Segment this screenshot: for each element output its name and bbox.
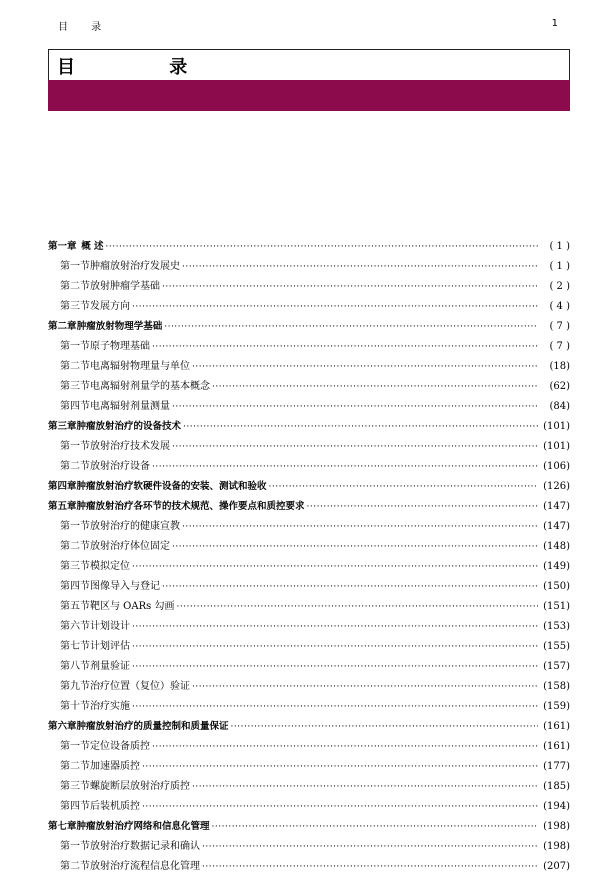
toc-entry-number: 第五章 <box>48 501 77 512</box>
toc-entry-number: 第六章 <box>48 721 77 732</box>
toc-dot-leader <box>202 840 538 854</box>
toc-dot-leader <box>182 520 538 534</box>
toc-section-entry[interactable] <box>48 400 570 420</box>
toc-entry-page: (155) <box>543 641 570 652</box>
toc-entry-title: 概 述 <box>81 241 104 252</box>
toc-entry-number: 第四章 <box>48 481 77 492</box>
toc-entry-page: (198) <box>543 841 570 852</box>
toc-entry-page: (157) <box>543 661 570 672</box>
toc-chapter-entry[interactable] <box>48 480 570 500</box>
toc-entry-number: 第五节 <box>60 601 90 612</box>
toc-dot-leader <box>231 720 538 734</box>
toc-dot-leader <box>192 360 538 374</box>
toc-entry-number: 第一节 <box>60 261 90 272</box>
toc-entry-title: 计划设计 <box>90 621 130 632</box>
toc-entry-page: (161) <box>543 741 570 752</box>
toc-entry-page: ( 1 ) <box>549 261 570 272</box>
toc-entry-title: 治疗实施 <box>90 701 130 712</box>
toc-section-entry[interactable] <box>48 520 570 540</box>
toc-entry-title: 电离辐射剂量学的基本概念 <box>90 381 210 392</box>
toc-entry-number: 第一节 <box>60 521 90 532</box>
toc-entry-number: 第二节 <box>60 541 90 552</box>
toc-section-entry[interactable] <box>48 800 570 820</box>
toc-section-entry[interactable] <box>48 840 570 860</box>
toc-dot-leader <box>132 300 538 314</box>
toc-dot-leader <box>162 280 538 294</box>
toc-chapter-entry[interactable] <box>48 320 570 340</box>
toc-section-entry[interactable] <box>48 760 570 780</box>
toc-entry-number: 第一节 <box>60 841 90 852</box>
toc-section-entry[interactable] <box>48 280 570 300</box>
toc-dot-leader <box>307 500 538 514</box>
toc-entry-page: (194) <box>543 801 570 812</box>
toc-entry-number: 第二节 <box>60 861 90 872</box>
toc-entry-page: (101) <box>543 421 570 432</box>
toc-section-entry[interactable] <box>48 620 570 640</box>
toc-dot-leader <box>192 780 538 794</box>
toc-entry-title: 电离辐射剂量测量 <box>90 401 170 412</box>
toc-entry-page: ( 2 ) <box>549 281 570 292</box>
toc-section-entry[interactable] <box>48 600 570 620</box>
toc-entry-page: (207) <box>543 861 570 872</box>
page-number: 1 <box>551 18 558 29</box>
toc-section-entry[interactable] <box>48 340 570 360</box>
toc-section-entry[interactable] <box>48 300 570 320</box>
toc-entry-page: (147) <box>543 521 570 532</box>
toc-entry-title: 螺旋断层放射治疗质控 <box>90 781 190 792</box>
toc-entry-title: 模拟定位 <box>90 561 130 572</box>
toc-entry-title: 后装机质控 <box>90 801 140 812</box>
toc-dot-leader <box>152 340 538 354</box>
toc-dot-leader <box>162 580 538 594</box>
toc-entry-page: ( 1 ) <box>549 241 570 252</box>
title-color-bar <box>48 80 570 111</box>
toc-dot-leader <box>269 480 538 494</box>
toc-chapter-entry[interactable] <box>48 240 570 260</box>
toc-entry-number: 第九节 <box>60 681 90 692</box>
toc-dot-leader <box>192 680 538 694</box>
toc-entry-number: 第二节 <box>60 361 90 372</box>
toc-dot-leader <box>172 440 538 454</box>
toc-entry-title: 放射治疗数据记录和确认 <box>90 841 200 852</box>
toc-entry-title: 放射治疗体位固定 <box>90 541 170 552</box>
toc-entry-page: (185) <box>543 781 570 792</box>
toc-entry-title: 电离辐射物理量与单位 <box>90 361 190 372</box>
toc-entry-title: 原子物理基础 <box>90 341 150 352</box>
toc-chapter-entry[interactable] <box>48 500 570 520</box>
toc-dot-leader <box>106 240 538 254</box>
toc-entry-page: (159) <box>543 701 570 712</box>
toc-entry-page: (151) <box>543 601 570 612</box>
toc-entry-title: 肿瘤放射治疗网络和信息化管理 <box>76 821 210 832</box>
toc-section-entry[interactable] <box>48 700 570 720</box>
toc-entry-number: 第一节 <box>60 341 90 352</box>
toc-entry-page: (62) <box>549 381 570 392</box>
toc-entry-number: 第一节 <box>60 741 90 752</box>
toc-entry-number: 第一章 <box>48 241 77 252</box>
toc-entry-number: 第四节 <box>60 401 90 412</box>
toc-dot-leader <box>212 380 538 394</box>
toc-entry-title: 靶区与 OARs 勾画 <box>90 601 175 612</box>
toc-entry-number: 第四节 <box>60 581 90 592</box>
toc-section-entry[interactable] <box>48 440 570 460</box>
toc-entry-page: (106) <box>543 461 570 472</box>
toc-entry-number: 第四节 <box>60 801 90 812</box>
toc-entry-number: 第二节 <box>60 761 90 772</box>
toc-entry-title: 放射治疗流程信息化管理 <box>90 861 200 872</box>
toc-entry-page: (158) <box>543 681 570 692</box>
toc-entry-number: 第七章 <box>48 821 77 832</box>
toc-dot-leader <box>132 560 538 574</box>
toc-section-entry[interactable] <box>48 860 570 880</box>
running-header <box>48 16 570 32</box>
toc-entry-number: 第一节 <box>60 441 90 452</box>
toc-entry-title: 肿瘤放射物理学基础 <box>76 321 163 332</box>
toc-section-entry[interactable] <box>48 580 570 600</box>
toc-entry-title: 放射肿瘤学基础 <box>90 281 160 292</box>
toc-entry-title: 肿瘤放射治疗各环节的技术规范、操作要点和质控要求 <box>76 501 305 512</box>
toc-entry-number: 第三节 <box>60 381 90 392</box>
toc-dot-leader <box>164 320 538 334</box>
toc-entry-page: ( 4 ) <box>549 301 570 312</box>
toc-entry-title: 发展方向 <box>90 301 130 312</box>
toc-dot-leader <box>212 820 538 834</box>
toc-dot-leader <box>132 700 538 714</box>
toc-entry-title: 放射治疗的健康宣教 <box>90 521 180 532</box>
toc-dot-leader <box>172 400 538 414</box>
toc-entry-page: (18) <box>549 361 570 372</box>
toc-entry-number: 第二节 <box>60 461 90 472</box>
toc-entry-title: 计划评估 <box>90 641 130 652</box>
toc-entry-number: 第七节 <box>60 641 90 652</box>
toc-entry-number: 第三节 <box>60 301 90 312</box>
toc-section-entry[interactable] <box>48 740 570 760</box>
toc-entry-number: 第三章 <box>48 421 77 432</box>
title-box <box>48 49 570 81</box>
toc-dot-leader <box>132 640 538 654</box>
toc-chapter-entry[interactable] <box>48 720 570 740</box>
toc-entry-title: 加速器质控 <box>90 761 140 772</box>
toc-entry-number: 第二章 <box>48 321 77 332</box>
toc-entry-page: (126) <box>543 481 570 492</box>
toc-entry-page: (149) <box>543 561 570 572</box>
toc-entry-page: (101) <box>543 441 570 452</box>
toc-dot-leader <box>183 420 538 434</box>
toc-entry-title: 图像导入与登记 <box>90 581 160 592</box>
toc-entry-title: 放射治疗技术发展 <box>90 441 170 452</box>
toc-section-entry[interactable] <box>48 540 570 560</box>
toc-entry-number: 第十节 <box>60 701 90 712</box>
toc-section-entry[interactable] <box>48 260 570 280</box>
toc-section-entry[interactable] <box>48 380 570 400</box>
toc-dot-leader <box>132 660 538 674</box>
toc-entry-page: (84) <box>549 401 570 412</box>
toc-entry-page: (161) <box>543 721 570 732</box>
toc-dot-leader <box>152 740 538 754</box>
toc-entry-number: 第六节 <box>60 621 90 632</box>
toc-dot-leader <box>152 460 538 474</box>
toc-entry-page: (148) <box>543 541 570 552</box>
toc-entry-title: 肿瘤放射治疗的质量控制和质量保证 <box>76 721 229 732</box>
toc-entry-title: 定位设备质控 <box>90 741 150 752</box>
toc-entry-page: ( 7 ) <box>549 341 570 352</box>
toc-entry-page: (150) <box>543 581 570 592</box>
toc-dot-leader <box>176 600 538 614</box>
toc-entry-title: 肿瘤放射治疗发展史 <box>90 261 180 272</box>
toc-dot-leader <box>202 860 538 874</box>
toc-entry-page: ( 7 ) <box>549 321 570 332</box>
toc-dot-leader <box>142 800 538 814</box>
toc-dot-leader <box>132 620 538 634</box>
toc-section-entry[interactable] <box>48 660 570 680</box>
toc-dot-leader <box>182 260 538 274</box>
toc-section-entry[interactable] <box>48 780 570 800</box>
toc-entry-title: 放射治疗设备 <box>90 461 150 472</box>
toc-entry-number: 第八节 <box>60 661 90 672</box>
toc-section-entry[interactable] <box>48 460 570 480</box>
toc-chapter-entry[interactable] <box>48 420 570 440</box>
toc-section-entry[interactable] <box>48 560 570 580</box>
toc-entry-page: (153) <box>543 621 570 632</box>
toc-entry-page: (147) <box>543 501 570 512</box>
toc-dot-leader <box>142 760 538 774</box>
toc-dot-leader <box>172 540 538 554</box>
running-title: 目 录 <box>58 22 112 33</box>
toc-entry-title: 剂量验证 <box>90 661 130 672</box>
toc-section-entry[interactable] <box>48 360 570 380</box>
toc-entry-page: (177) <box>543 761 570 772</box>
toc-entry-title: 肿瘤放射治疗的设备技术 <box>76 421 182 432</box>
table-of-contents <box>48 240 570 880</box>
toc-entry-number: 第三节 <box>60 561 90 572</box>
toc-entry-number: 第二节 <box>60 281 90 292</box>
toc-chapter-entry[interactable] <box>48 820 570 840</box>
toc-section-entry[interactable] <box>48 640 570 660</box>
toc-entry-title: 治疗位置（复位）验证 <box>90 681 190 692</box>
toc-entry-number: 第三节 <box>60 781 90 792</box>
toc-section-entry[interactable] <box>48 680 570 700</box>
toc-entry-page: (198) <box>543 821 570 832</box>
toc-entry-title: 肿瘤放射治疗软硬件设备的安装、测试和验收 <box>76 481 267 492</box>
page-title: 目 录 <box>57 57 232 78</box>
